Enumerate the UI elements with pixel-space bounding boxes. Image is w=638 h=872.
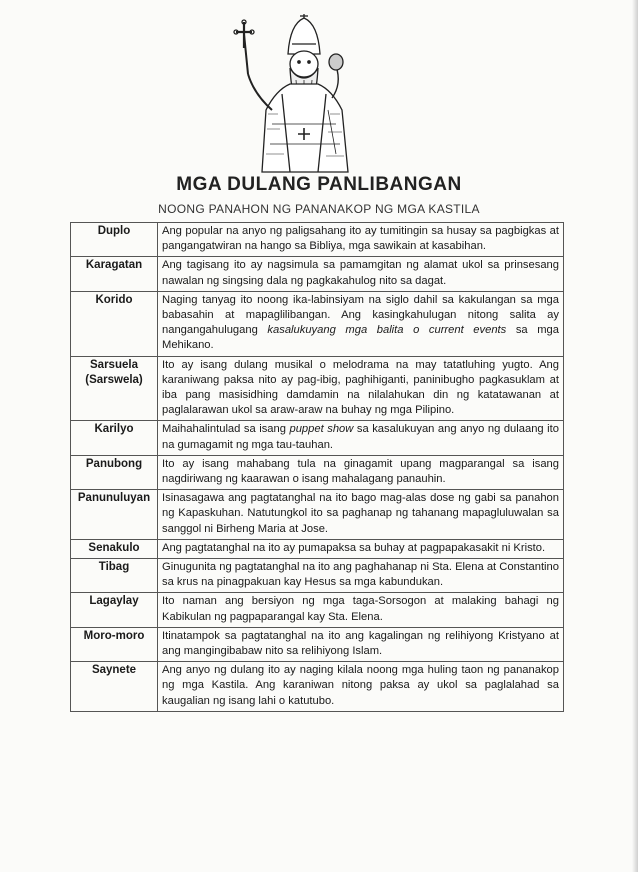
dula-description: [158, 559, 564, 593]
description-text: Naging tanyag ito noong ika-labinsiyam na siglo dahil sa kakulangan sa mga babasahin at mapaglilibangan. Ang kasingkahulugan nitong salita ay nangangahulugang: [162, 293, 559, 337]
table-row: [71, 455, 564, 489]
dula-description: [158, 490, 564, 540]
dula-term: [71, 627, 158, 661]
description-italic: puppet show: [289, 423, 354, 436]
table-row: [71, 421, 564, 455]
description-text: Ang anyo ng dulang ito ay naging kilala noong mga huling taon ng pananakop ng mga Kastila. Ang karaniwan nitong paksa ay ukol sa paglalahad sa kaugalian ng isang lahi o katutubo.: [162, 664, 559, 707]
description-text: Isinasagawa ang pagtatanghal na ito bago mag-alas dose ng gabi sa panahon ng Kapaskuhan. Natutungkol ito sa paghanap ng tahanang mapagluluwalan sa sanggol ni Birheng Maria at Jose.: [162, 492, 559, 535]
table-row: [71, 559, 564, 593]
dula-term-name: Senakulo: [88, 541, 140, 554]
dula-table: [70, 222, 564, 712]
page-edge-shadow: [632, 0, 638, 872]
description-text: Ang pagtatanghal na ito ay pumapaksa sa buhay at pagpapakasakit ni Kristo.: [162, 541, 546, 554]
table-row: [71, 257, 564, 291]
dula-term-name: Panubong: [85, 457, 143, 470]
bishop-illustration: [232, 14, 372, 174]
dula-term-alt: (Sarswela): [85, 373, 143, 386]
table-row: [71, 627, 564, 661]
table-row: [71, 291, 564, 356]
dula-description: [158, 291, 564, 356]
description-text: Ang popular na anyo ng paligsahang ito ay tumitingin sa husay sa pagbigkas at pangangatwiran na hango sa Bibliya, mga sawikain at kasabihan.: [162, 225, 559, 253]
dula-description: [158, 539, 564, 558]
dula-term: [71, 257, 158, 291]
dula-term-name: Korido: [95, 293, 133, 306]
description-text: Ito naman ang bersiyon ng mga taga-Sorsogon at malaking bahagi ng Kabikulan ng pagpaparangal kay Sta. Elena.: [162, 595, 559, 623]
dula-term-name: Karagatan: [85, 259, 143, 272]
dula-term: [71, 356, 158, 421]
dula-term-name: Duplo: [97, 225, 131, 237]
dula-term: [71, 593, 158, 627]
dula-term: [71, 490, 158, 540]
dula-term: [71, 421, 158, 455]
description-text: Itinatampok sa pagtatanghal na ito ang kagalingan ng relihiyong Kristyano at ang mangingibabaw nito sa relihiyong Islam.: [162, 629, 559, 658]
table-row: [71, 539, 564, 558]
description-text: Maihahalintulad sa isang: [162, 423, 290, 436]
table-row: [71, 356, 564, 421]
dula-description: [158, 593, 564, 627]
page-subtitle: NOONG PANAHON NG PANANAKOP NG MGA KASTILA: [158, 202, 480, 216]
dula-term: [71, 662, 158, 712]
dula-term-name: Karilyo: [94, 423, 134, 436]
description-text-after: sa mga Mehikano.: [162, 324, 559, 352]
description-text-after: sa kasalukuyan ang anyo ng dulaang ito na gumagamit ng mga tau-tauhan.: [162, 423, 559, 451]
bishop-with-cross-icon: [232, 14, 372, 174]
dula-term-name: Lagaylay: [89, 595, 139, 608]
dula-term: [71, 559, 158, 593]
table-row: [71, 223, 564, 257]
dula-term-name: Tibag: [98, 561, 130, 574]
dula-description: [158, 223, 564, 257]
table-row: [71, 662, 564, 712]
dula-description: [158, 627, 564, 661]
description-text: Ito ay isang dulang musikal o melodrama na may tatatluhing yugto. Ang karaniwang paksa nito ay pag-ibig, paghihiganti, paninibugho pagkasuklam at iba pang masisidhing damdamin na nilalahukan din ng katatawanan at paglalarawan ukol sa araw-araw na buhay ng mga Pilipino.: [162, 358, 559, 417]
dula-description: [158, 257, 564, 291]
page-title: MGA DULANG PANLIBANGAN: [176, 174, 462, 195]
dula-description: [158, 356, 564, 421]
dula-description: [158, 421, 564, 455]
dula-term-name: Panunuluyan: [77, 492, 151, 505]
dula-term: [71, 291, 158, 356]
dula-description: [158, 662, 564, 712]
description-text: Ito ay isang mahabang tula na ginagamit upang magparangal sa isang nagdiriwang ng kaarawan o isang mahalagang panauhin.: [162, 457, 559, 486]
description-text: Ginugunita ng pagtatanghal na ito ang paghahanap ni Sta. Elena at Constantino sa krus na pinagpakuan kay Hesus sa mga kabundukan.: [162, 561, 559, 589]
dula-term-name: Sarsuela: [90, 358, 138, 371]
table-row: [71, 490, 564, 540]
dula-term-name: Saynete: [91, 664, 137, 677]
dula-term: [71, 455, 158, 489]
table-row: [71, 593, 564, 627]
dula-term: [71, 223, 158, 257]
description-italic: kasalukuyang mga balita o current events: [267, 324, 507, 337]
dula-term-name: Moro-moro: [83, 629, 145, 642]
dula-term: [71, 539, 158, 558]
description-text: Ang tagisang ito ay nagsimula sa pamamgitan ng alamat ukol sa prinsesang nawalan ng singsing dala ng pagkakahulog nito sa dagat.: [162, 259, 559, 287]
dula-description: [158, 455, 564, 489]
